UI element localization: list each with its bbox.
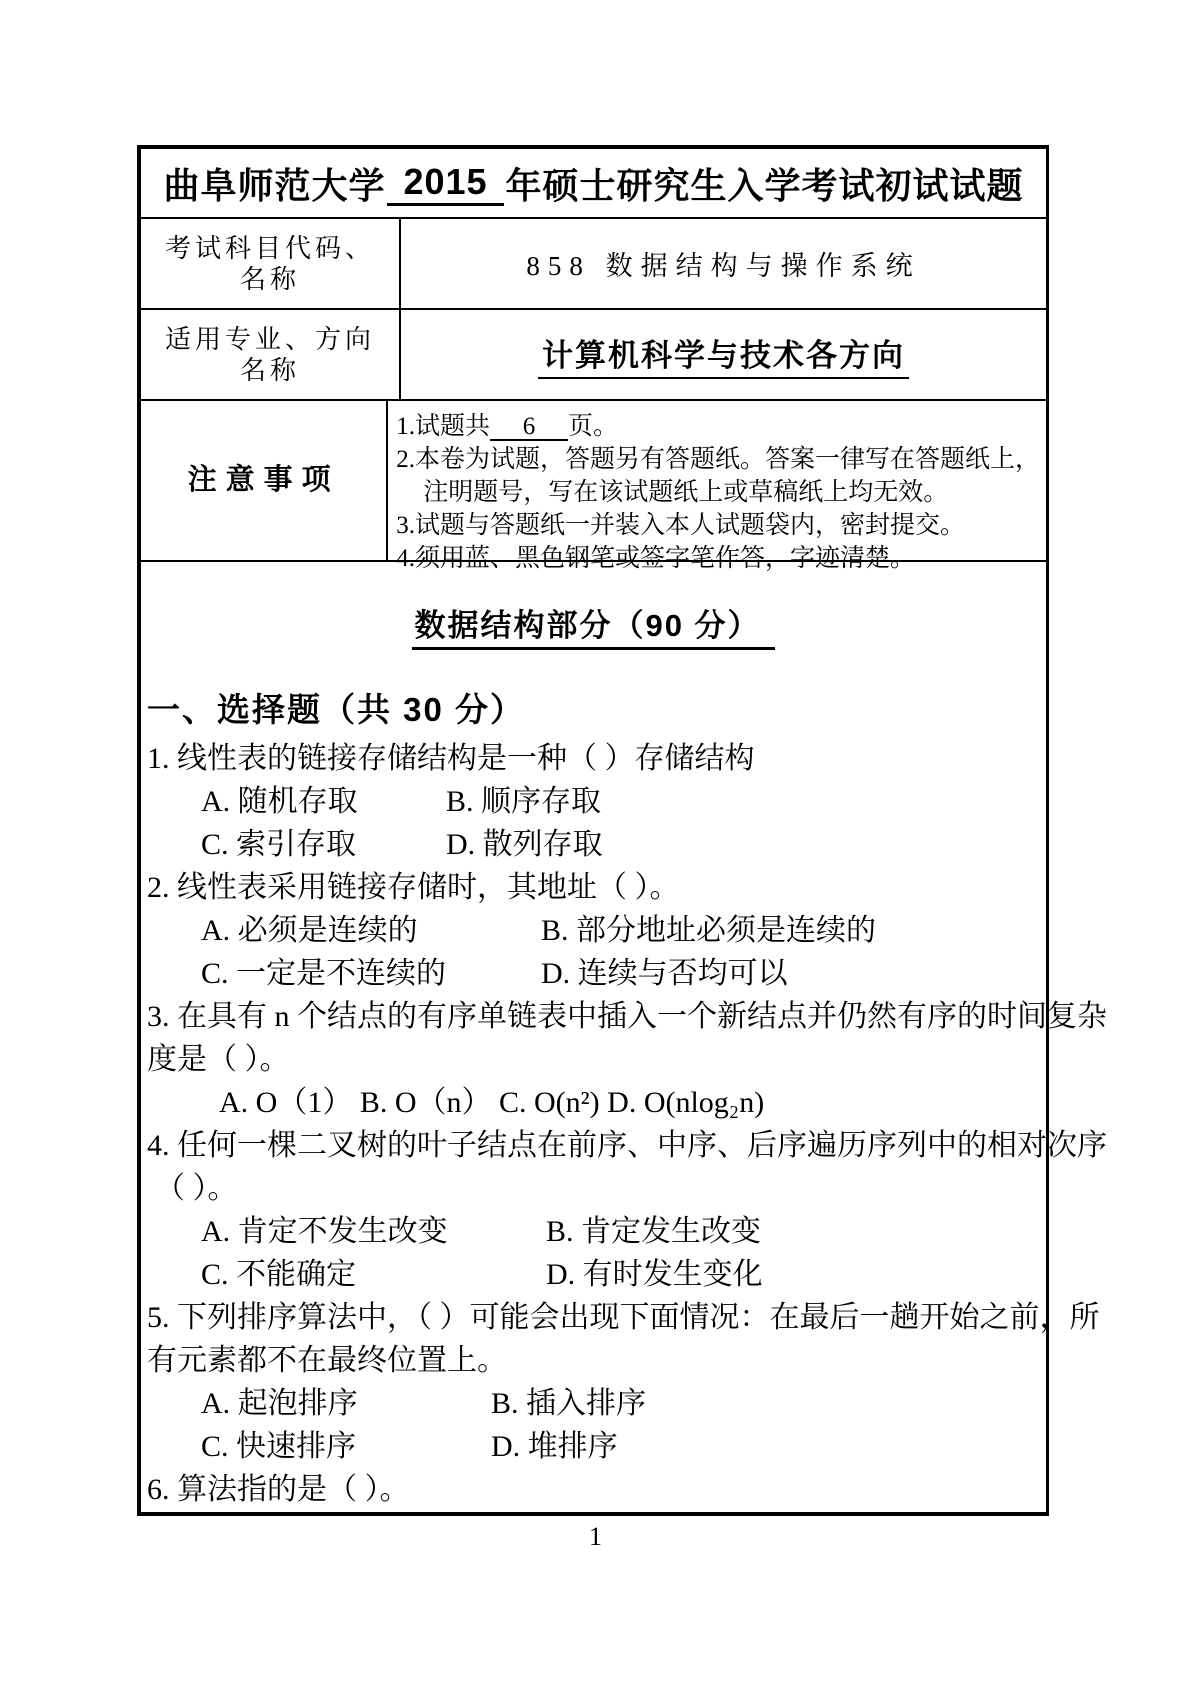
question-5-option-d: D. 堆排序 <box>491 1430 618 1463</box>
question-list <box>141 737 1107 1511</box>
question-2-option-c: C. 一定是不连续的 <box>201 957 447 990</box>
subject-code-value: 858 数据结构与操作系统 <box>526 251 921 281</box>
part-title: 数据结构部分（90 分） <box>412 607 774 650</box>
question-1-stem: 1. 线性表的链接存储结构是一种（ ）存储结构 <box>147 742 755 775</box>
notes-label: 注意事项 <box>187 464 340 496</box>
note-1-page-count: 6 <box>490 415 568 441</box>
question-5-stem-line2: 有元素都不在最终位置上。 <box>147 1344 507 1377</box>
major-value-cell <box>401 310 1046 399</box>
question-4-options-cd <box>141 1253 1046 1296</box>
exam-sheet-border <box>137 145 1107 1516</box>
question-4-option-b: B. 肯定发生改变 <box>546 1215 762 1248</box>
major-label-line2: 名称 <box>239 355 300 385</box>
exam-title-suffix: 年硕士研究生入学考试初试试题 <box>505 164 1024 206</box>
note-4: 4.须用蓝、黑色钢笔或签字笔作答，字迹清楚。 <box>396 545 915 572</box>
subject-code-label-line2: 名称 <box>239 264 300 294</box>
question-3-stem-line1: 3. 在具有 n 个结点的有序单链表中插入一个新结点并仍然有序的时间复杂 <box>147 1000 1107 1033</box>
major-label-line1: 适用专业、方向 <box>164 324 375 354</box>
question-1-option-a: A. 随机存取 <box>201 785 358 818</box>
question-5-option-a: A. 起泡排序 <box>201 1387 358 1420</box>
section-title: 一、选择题（共 30 分） <box>147 691 526 728</box>
question-5-options-ab <box>141 1382 1046 1425</box>
major-value: 计算机科学与技术各方向 <box>538 330 909 379</box>
question-2-options-ab <box>141 909 1046 952</box>
exam-body <box>141 562 1107 1512</box>
major-row <box>141 310 1046 401</box>
question-1-option-d: D. 散列存取 <box>446 828 603 861</box>
subject-code-value-cell <box>401 219 1046 308</box>
question-2-option-a: A. 必须是连续的 <box>201 914 418 947</box>
note-3: 3.试题与答题纸一并装入本人试题袋内，密封提交。 <box>396 512 965 539</box>
question-5-stem-line1: 5. 下列排序算法中，（ ）可能会出现下面情况：在最后一趟开始之前，所 <box>147 1301 1100 1334</box>
exam-title-year: 2015 <box>387 161 503 206</box>
note-1 <box>396 410 1040 443</box>
notes-content <box>388 401 1046 572</box>
note-1-post: 页。 <box>568 413 619 440</box>
question-1-option-c: C. 索引存取 <box>201 828 357 861</box>
question-5-options-cd <box>141 1425 1046 1468</box>
page-number: 1 <box>589 1522 602 1551</box>
part-title-wrap <box>141 607 1046 650</box>
question-2-option-d: D. 连续与否均可以 <box>541 957 788 990</box>
question-2-stem: 2. 线性表采用链接存储时，其地址（ ）。 <box>147 871 680 904</box>
question-5-option-b: B. 插入排序 <box>491 1387 647 1420</box>
question-1-options-cd <box>141 823 1046 866</box>
major-label <box>141 310 401 399</box>
question-4-stem-line1: 4. 任何一棵二叉树的叶子结点在前序、中序、后序遍历序列中的相对次序 <box>147 1129 1107 1162</box>
question-1-options-ab <box>141 780 1046 823</box>
subject-code-row <box>141 219 1046 310</box>
question-5-option-c: C. 快速排序 <box>201 1430 357 1463</box>
question-3-stem-line2: 度是（ ）。 <box>147 1043 290 1076</box>
question-2-options-cd <box>141 952 1046 995</box>
subject-code-label-line1: 考试科目代码、 <box>164 233 375 263</box>
subject-code-label <box>141 219 401 308</box>
question-4-option-c: C. 不能确定 <box>201 1258 357 1291</box>
question-1-option-b: B. 顺序存取 <box>446 785 602 818</box>
note-2-line2: 注明题号，写在该试题纸上或草稿纸上均无效。 <box>423 479 949 506</box>
notes-row <box>141 401 1046 572</box>
exam-title <box>141 149 1046 219</box>
exam-title-prefix: 曲阜师范大学 <box>163 164 386 206</box>
question-6-stem: 6. 算法指的是（ ）。 <box>147 1473 410 1506</box>
question-4-options-ab <box>141 1210 1046 1253</box>
question-3-options: A. O（1） B. O（n） C. O(n²) D. O(nlog₂n) <box>219 1086 765 1119</box>
question-4-option-d: D. 有时发生变化 <box>546 1258 763 1291</box>
question-4-option-a: A. 肯定不发生改变 <box>201 1215 448 1248</box>
question-2-option-b: B. 部分地址必须是连续的 <box>541 914 877 947</box>
question-4-stem-line2: （ ）。 <box>155 1172 238 1205</box>
note-2-line1: 2.本卷为试题，答题另有答题纸。答案一律写在答题纸上， <box>396 446 1040 473</box>
notes-label-cell <box>141 401 388 560</box>
note-1-pre: 1.试题共 <box>396 413 490 440</box>
